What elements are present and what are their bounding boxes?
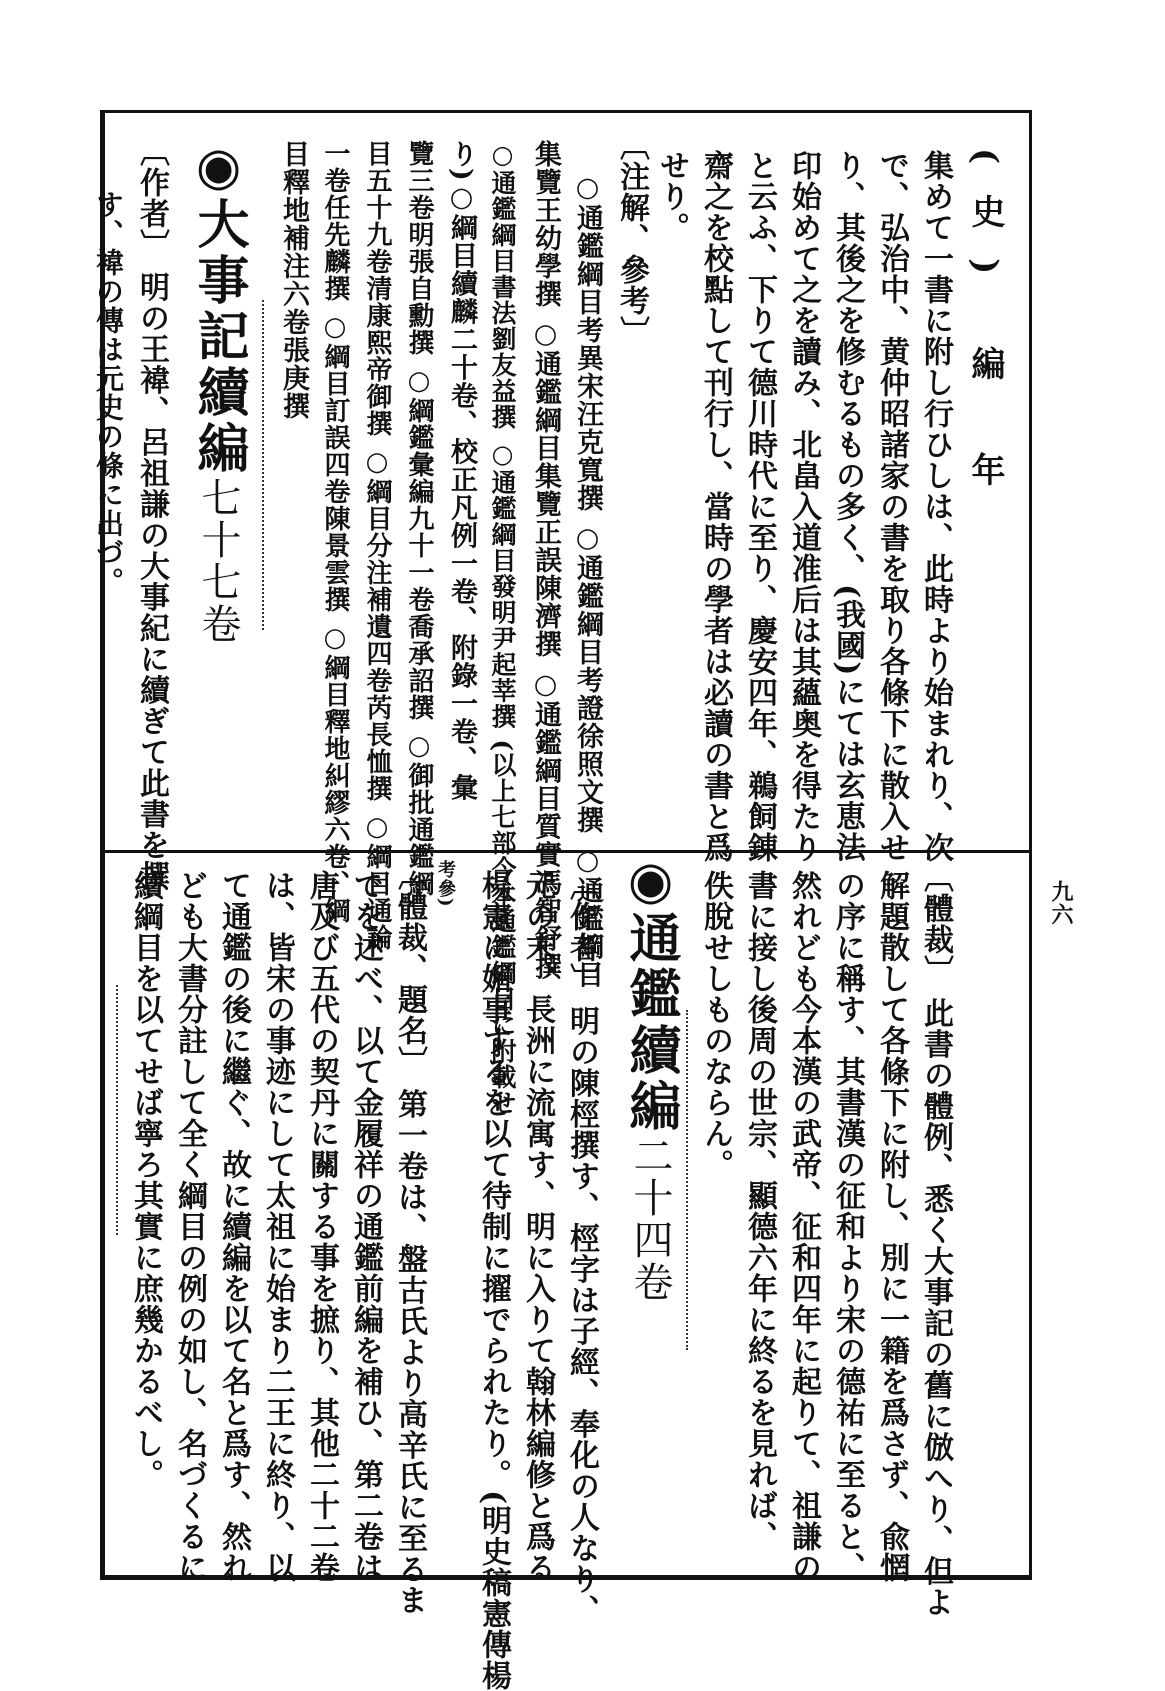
lower-text-col: 〔體裁〕 此書の體例、悉く大事記の舊に倣へり、但よ: [918, 862, 953, 1618]
format-col: は、皆宋の事迹にして太祖に始まり二王に終り、以: [260, 870, 295, 1583]
upper-text-col: 印始めて之を讀み、北畠入道准后は其蘊奥を得たり: [786, 150, 821, 863]
notes-col: 覽三卷明張自勳撰 ○綱鑑彙編九十一卷喬承詔撰 ○御批通鑑綱: [404, 140, 434, 898]
author-col: 〔作者〕 明の王褘、呂祖謙の大事紀に續ぎて此書を撰: [134, 136, 169, 892]
format-col: 續綱目を以てせば寧ろ其實に庶幾かるべし。: [128, 870, 163, 1490]
format-col: て通鑑の後に繼ぐ、故に續編を以て名と爲す、然れ: [216, 870, 251, 1583]
lower-text-col: 然れども今本漢の武帝、征和四年に起りて、祖謙の: [786, 870, 821, 1583]
running-head: (史) 編 年: [965, 148, 1005, 516]
lower-text-col: 解題散して各條下に附し、別に一籍を爲さず、兪惘: [874, 870, 909, 1583]
format-col: でを述べ、以て金履祥の通鑑前編を補ひ、第二卷は: [348, 870, 383, 1583]
wavy-separator: [686, 1010, 688, 1350]
upper-text-col: 集めて一書に附し行ひしは、此時より始まれり、次: [918, 150, 953, 863]
upper-text-col: と云ふ、下りて德川時代に至り、慶安四年、鵜飼錬: [742, 150, 777, 863]
book-volumes: 七十七卷: [195, 477, 241, 645]
upper-text-col: せり。: [654, 150, 689, 243]
author-col: 〔作者〕 明の陳桱撰す、桱字は子經、奉化の人なり、: [564, 870, 599, 1626]
book-title-tsugan-zokuhen: [620, 850, 681, 1303]
upper-text-col: り、其後之を修むるもの多く、(我國)にては玄恵法: [830, 150, 865, 863]
author-col: 考參): [435, 860, 456, 908]
book-title-daijiki-zokuhen: [188, 136, 249, 645]
lower-text-col: 書に接し後周の世宗、顯德六年に終るを見れば、: [742, 870, 777, 1552]
page-number: 九六: [1048, 880, 1074, 926]
bullet-circle-icon: ◉: [620, 850, 681, 911]
upper-text-col: で、弘治中、黄仲昭諸家の書を取り各條下に散入せ: [874, 150, 909, 863]
notes-col: ○通鑑綱目書法劉友益撰 ○通鑑綱目發明尹起莘撰 (以上七部今本通鑑綱目に附載せ: [488, 140, 517, 1117]
notes-col: 一卷任先麟撰 ○綱目訂誤四卷陳景雲撰 ○綱目釋地糾繆六卷、綱: [320, 140, 350, 925]
notes-col: 目釋地補注六卷張庚撰: [278, 140, 309, 420]
book-title-text: 大事記續編: [188, 197, 249, 477]
notes-col: 集覽王幼學撰 ○通鑑綱目集覽正誤陳濟撰 ○通鑑綱目質實馮智舒撰: [530, 140, 561, 981]
notes-heading: 〔注解、參考〕: [614, 130, 649, 347]
format-col: 唐及び五代の契丹に關する事を摭り、其他二十二卷: [304, 870, 339, 1583]
notes-col: り)○綱目續麟二十卷、校正凡例一卷、附錄一卷、彙: [446, 140, 477, 802]
author-col: す、褘の傳は元史の條に出づ。: [92, 190, 125, 596]
wavy-separator: [116, 985, 118, 1235]
notes-col: 目五十九卷清康熙帝御撰 ○綱目分注補遺四卷芮長恤撰 ○綱目通論: [362, 140, 392, 952]
format-col: ども大書分註して全く綱目の例の如し、名づくるに: [172, 870, 207, 1583]
notes-col: ○通鑑綱目考異宋汪克寬撰 ○通鑑綱目考證徐照文撰 ○通鑑綱目: [572, 172, 603, 989]
wavy-separator: [262, 300, 264, 630]
upper-text-col: 齋之を校點して刊行し、當時の學者は必讀の書と爲: [698, 150, 733, 863]
book-volumes: 二十四卷: [627, 1135, 673, 1303]
lower-text-col: 佚脫せしものならん。: [698, 870, 733, 1180]
format-col: 〔體裁、題名〕 第一卷は、盤古氏より高辛氏に至るま: [392, 860, 427, 1616]
book-title-text: 通鑑續編: [620, 911, 681, 1135]
lower-text-col: の序に稱す、其書漢の征和より宋の德祐に至ると、: [830, 870, 865, 1583]
author-col: 元の末、長洲に流寓す、明に入りて翰林編修と爲る: [520, 870, 555, 1583]
bullet-circle-icon: ◉: [188, 136, 249, 197]
author-col: 楊憲に媚事するを以て待制に擢でられたり。(明史稿憲傳楊: [476, 870, 511, 1691]
